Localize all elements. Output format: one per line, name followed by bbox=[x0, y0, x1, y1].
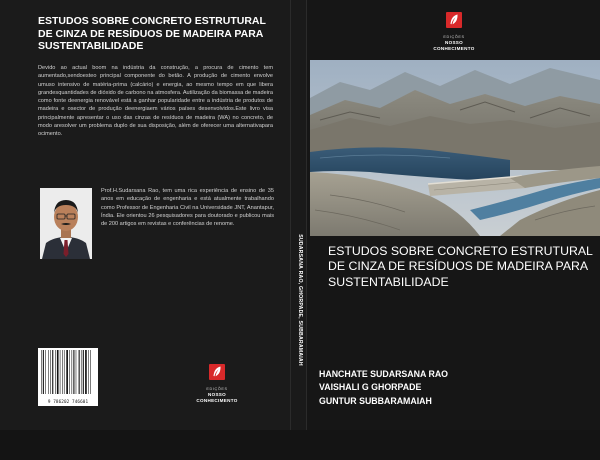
quill-feather-icon bbox=[446, 12, 462, 28]
quill-feather-icon bbox=[209, 364, 225, 380]
publisher-imprint: EDIÇÕES bbox=[443, 35, 465, 39]
back-cover-title: ESTUDOS SOBRE CONCRETO ESTRUTURAL DE CINZA DE RESÍDUOS DE MADEIRA PARA SUSTENTABILIDADE bbox=[38, 15, 266, 52]
publisher-name: NOSSO CONHECIMENTO bbox=[433, 40, 475, 51]
author-name: HANCHATE SUDARSANA RAO bbox=[319, 369, 449, 379]
author-name: VAISHALI G GHORPADE bbox=[319, 382, 422, 393]
publisher-imprint: EDIÇÕES bbox=[206, 387, 228, 391]
spine-authors: SUDARSANA RAO, GHORPADE, SUBBARAMAIAH bbox=[297, 234, 303, 366]
barcode-number: 9 786202 746601 bbox=[47, 400, 89, 405]
author-name: GUNTUR SUBBARAMAIAH bbox=[319, 395, 432, 406]
author-photo bbox=[40, 188, 92, 259]
front-cover-title: ESTUDOS SOBRE CONCRETO ESTRUTURAL DE CINZA DE RESÍDUOS DE MADEIRA PARA SUSTENTABILIDADE bbox=[328, 244, 593, 289]
publisher-logo-back bbox=[187, 364, 247, 404]
author-bio: Prof.H.Sudarsana Rao, tem uma rica experiência de ensino de 35 anos em educação de engenharia e está atualmente trabalhando como Professor de Engenharia Civil na Universidade JNT, Anantapur, Índia. Ele orientou 26 pesquisadores para doutorado e publicou mais de 200 artigos em revistas e conferências de renome. bbox=[101, 188, 274, 228]
book-description: Devido ao actual boom na indústria da construção, a procura de cimento tem aumentado,sendoesteo principal componente do betão. A produção de cimento envolve umuso intensivo de matéria-prima (calcário) e energia, ao mesmo tempo em que libera grandesquantidades de dióxido de carbono na atmosfera. Autilização da biomassa de madeira como fonte deenergia renovável está a ganhar popularidade entre a indústria de produtos de madeira e osector de produção deenergiaem vários países desenvolvidos.Este livro visa principalmente apresentar o uso das cinzas de resíduos de madeira (WA) no concreto, de modo aresolver um problema duplo de sua disposição, além de oferecer uma alternativapara ocimento. bbox=[38, 65, 273, 138]
publisher-name: NOSSO CONHECIMENTO bbox=[196, 392, 238, 403]
cover-photo-dam-landscape bbox=[310, 60, 600, 236]
publisher-logo-front bbox=[424, 12, 484, 52]
isbn-barcode bbox=[38, 348, 98, 406]
author-list bbox=[319, 368, 589, 408]
